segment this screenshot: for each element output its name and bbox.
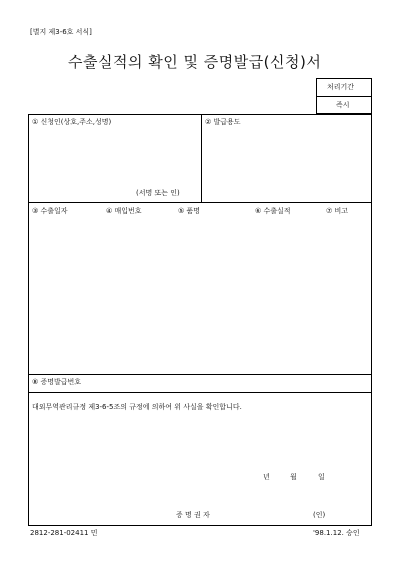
- remarks-label: ⑦ 비고: [326, 207, 349, 215]
- form-code: 2812-281-02411 민: [30, 529, 98, 537]
- date-day: 일: [318, 473, 325, 481]
- item-name-label: ⑤ 품명: [178, 207, 201, 215]
- signature-label: (서명 또는 인): [136, 189, 180, 197]
- certifier-label: 증 명 권 자: [176, 511, 210, 519]
- form-title: 수출실적의 확인 및 증명발급(신청)서: [68, 53, 322, 71]
- applicant-label: ① 신청인(상호,주소,성명): [32, 118, 112, 126]
- purpose-label: ② 발급용도: [205, 118, 241, 126]
- confirmation-statement: 대외무역관리규정 제3-6-5조의 규정에 의하여 위 사실을 확인합니다.: [32, 403, 242, 411]
- processing-period-value: 즉시: [336, 101, 350, 109]
- form-number: [별지 제3-6호 서식]: [30, 28, 92, 36]
- certifier-seal: (인): [313, 511, 326, 519]
- date-month: 월: [290, 473, 297, 481]
- form-frame: [28, 114, 372, 526]
- export-record-label: ⑥ 수출실적: [255, 207, 291, 215]
- export-date-label: ③ 수출일자: [32, 207, 68, 215]
- approval-date: '98.1.12. 승인: [313, 529, 360, 537]
- certificate-number-label: ⑧ 증명발급번호: [32, 378, 82, 386]
- date-year: 년: [263, 473, 270, 481]
- purchase-number-label: ④ 매입번호: [106, 207, 142, 215]
- processing-period-label: 처리기간: [327, 83, 355, 91]
